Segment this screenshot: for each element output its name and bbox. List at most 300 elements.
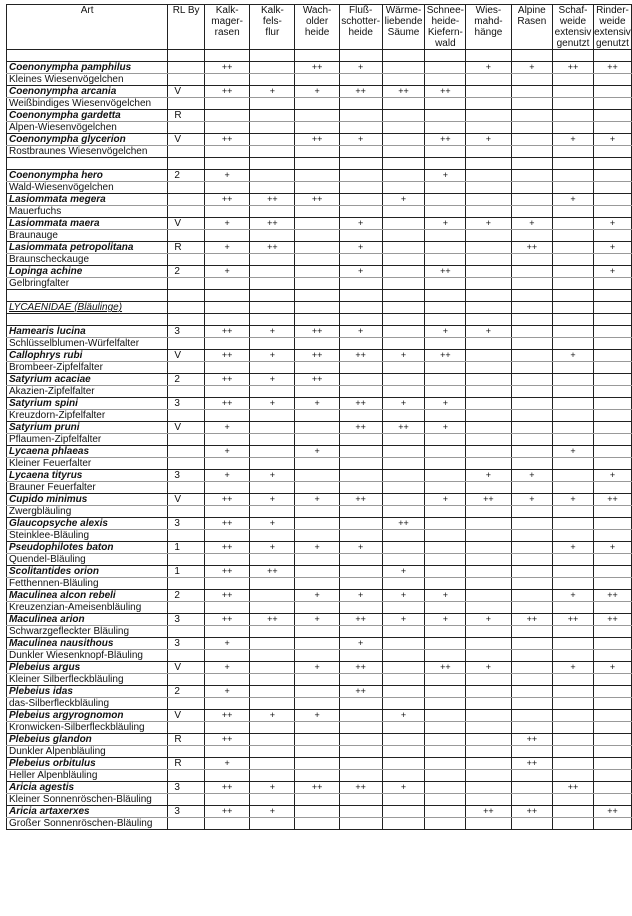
habitat-rating: ++ [466,806,511,818]
column-header-line: wald [435,38,456,49]
habitat-rating: + [339,242,382,254]
empty-cell [250,602,295,614]
habitat-rating: ++ [295,782,339,794]
red-list-status: 3 [168,470,205,482]
empty-cell [466,74,511,86]
red-list-status: R [168,758,205,770]
empty-cell [382,650,425,662]
empty-cell [204,386,249,398]
common-name: Braunauge [7,230,168,242]
habitat-rating: ++ [204,494,249,506]
species-row [7,350,632,362]
habitat-rating [250,266,295,278]
empty-cell [339,746,382,758]
empty-cell [593,230,631,242]
species-row [7,242,632,254]
habitat-rating [466,266,511,278]
habitat-rating: + [382,566,425,578]
empty-cell [204,254,249,266]
empty-cell [466,650,511,662]
empty-cell [250,578,295,590]
habitat-rating [511,398,552,410]
common-name-row [7,458,632,470]
habitat-rating: + [553,590,594,602]
habitat-rating [250,758,295,770]
habitat-rating [511,86,552,98]
habitat-rating [466,782,511,794]
empty-cell [295,98,339,110]
red-list-status: 1 [168,542,205,554]
empty-cell [168,650,205,662]
habitat-rating: + [382,194,425,206]
column-header-line: heide- [431,16,460,27]
empty-cell [250,434,295,446]
empty-cell [204,650,249,662]
common-name: Schlüsselblumen-Würfelfalter [7,338,168,350]
empty-cell [250,674,295,686]
empty-cell [593,314,631,326]
habitat-rating [511,374,552,386]
scientific-name: Plebeius argyrognomon [7,710,168,722]
empty-cell [168,722,205,734]
empty-cell [339,314,382,326]
empty-cell [168,146,205,158]
habitat-rating: + [339,326,382,338]
habitat-rating [382,758,425,770]
common-name: Gelbringfalter [7,278,168,290]
empty-cell [511,578,552,590]
scientific-name: Cupido minimus [7,494,168,506]
empty-cell [250,386,295,398]
empty-cell [382,302,425,314]
habitat-rating: ++ [204,86,249,98]
empty-cell [593,746,631,758]
column-header-art [7,5,168,50]
empty-cell [339,602,382,614]
habitat-rating: ++ [204,326,249,338]
habitat-rating: ++ [339,422,382,434]
habitat-rating: + [553,446,594,458]
empty-cell [204,626,249,638]
column-header-line: Wärme- [385,5,422,16]
empty-cell [168,674,205,686]
empty-cell [204,146,249,158]
empty-cell [593,698,631,710]
empty-cell [425,626,466,638]
empty-cell [593,206,631,218]
empty-cell [511,362,552,374]
empty-cell [168,770,205,782]
empty-cell [553,146,594,158]
column-header-line: schotter- [341,16,381,27]
red-list-status: 3 [168,614,205,626]
column-header-line: flur [265,27,280,38]
habitat-rating: + [339,218,382,230]
empty-cell [382,290,425,302]
species-row [7,542,632,554]
empty-cell [168,206,205,218]
habitat-rating [553,170,594,182]
habitat-rating [339,734,382,746]
common-name: Dunkler Wiesenknopf-Bläuling [7,650,168,662]
common-name: Dunkler Alpenbläuling [7,746,168,758]
habitat-rating: ++ [250,566,295,578]
empty-cell [250,650,295,662]
habitat-rating [466,734,511,746]
empty-cell [425,458,466,470]
empty-cell [382,314,425,326]
empty-cell [593,302,631,314]
empty-cell [339,722,382,734]
common-name-row [7,746,632,758]
empty-cell [295,794,339,806]
common-name-row [7,506,632,518]
empty-cell [295,278,339,290]
red-list-status: R [168,242,205,254]
habitat-rating: ++ [295,350,339,362]
habitat-rating [339,470,382,482]
empty-cell [425,206,466,218]
empty-cell [204,338,249,350]
empty-cell [204,314,249,326]
habitat-rating: + [204,686,249,698]
habitat-rating [339,566,382,578]
scientific-name: Maculinea alcon rebeli [7,590,168,602]
habitat-rating: + [295,86,339,98]
empty-cell [511,230,552,242]
habitat-rating [593,686,631,698]
empty-cell [204,158,249,170]
habitat-rating: + [382,782,425,794]
empty-cell [382,746,425,758]
empty-cell [295,302,339,314]
habitat-table [6,4,632,830]
habitat-rating [250,686,295,698]
empty-cell [511,458,552,470]
empty-cell [250,74,295,86]
empty-cell [425,146,466,158]
column-header-line: Schaf- [558,5,588,16]
empty-cell [425,602,466,614]
empty-cell [553,650,594,662]
habitat-rating [250,170,295,182]
empty-cell [168,158,205,170]
empty-cell [553,434,594,446]
empty-cell [204,362,249,374]
empty-cell [466,578,511,590]
red-list-status: 3 [168,638,205,650]
habitat-rating [425,110,466,122]
habitat-rating [382,134,425,146]
empty-cell [425,290,466,302]
column-header-line: mahd- [474,16,503,27]
empty-cell [168,602,205,614]
column-header-line: Kalk- [215,5,239,16]
common-name-row [7,362,632,374]
empty-cell [466,122,511,134]
habitat-rating [295,110,339,122]
habitat-rating: ++ [204,134,249,146]
empty-cell [593,578,631,590]
empty-cell [382,98,425,110]
empty-cell [168,458,205,470]
empty-cell [295,554,339,566]
red-list-status: 1 [168,566,205,578]
habitat-rating [466,638,511,650]
empty-cell [168,314,205,326]
empty-cell [204,230,249,242]
habitat-rating: ++ [204,590,249,602]
empty-cell [339,278,382,290]
species-row [7,134,632,146]
red-list-status: 3 [168,326,205,338]
empty-cell [593,506,631,518]
empty-cell [204,482,249,494]
habitat-rating: + [425,590,466,602]
empty-cell [7,290,168,302]
empty-cell [511,746,552,758]
red-list-status: 3 [168,782,205,794]
empty-cell [250,302,295,314]
empty-cell [553,74,594,86]
habitat-rating [593,710,631,722]
common-name: Kreuzdorn-Zipfelfalter [7,410,168,422]
empty-cell [553,410,594,422]
empty-cell [593,818,631,830]
habitat-rating: + [339,638,382,650]
empty-cell [466,146,511,158]
habitat-rating [593,86,631,98]
empty-cell [511,386,552,398]
empty-cell [250,530,295,542]
empty-cell [250,506,295,518]
habitat-rating [553,422,594,434]
habitat-rating [339,170,382,182]
empty-cell [425,554,466,566]
habitat-rating [295,218,339,230]
empty-cell [295,146,339,158]
species-row [7,398,632,410]
habitat-rating: ++ [250,242,295,254]
common-name-row [7,722,632,734]
empty-cell [204,410,249,422]
empty-cell [425,578,466,590]
scientific-name: Pseudophilotes baton [7,542,168,554]
common-name-row [7,698,632,710]
habitat-rating: ++ [593,494,631,506]
empty-cell [204,302,249,314]
habitat-rating [593,446,631,458]
empty-cell [466,302,511,314]
habitat-rating: + [593,542,631,554]
red-list-status: V [168,218,205,230]
empty-cell [382,206,425,218]
empty-cell [382,50,425,62]
empty-cell [382,674,425,686]
common-name: Braunscheckauge [7,254,168,266]
column-header-schafweide [553,5,594,50]
habitat-rating: + [466,662,511,674]
habitat-rating [593,566,631,578]
species-row [7,422,632,434]
column-header-kalkfelsflur [250,5,295,50]
habitat-rating [553,686,594,698]
empty-cell [511,554,552,566]
common-name: Kleiner Feuerfalter [7,458,168,470]
habitat-rating [553,110,594,122]
empty-cell [295,602,339,614]
column-header-wacholderheide [295,5,339,50]
empty-cell [382,146,425,158]
column-header-wiesmahdhaenge [466,5,511,50]
habitat-rating [511,566,552,578]
empty-cell [425,410,466,422]
empty-cell [425,386,466,398]
habitat-rating [593,398,631,410]
common-name-row [7,206,632,218]
habitat-rating [593,374,631,386]
habitat-rating [425,638,466,650]
common-name: Wald-Wiesenvögelchen [7,182,168,194]
habitat-rating [593,326,631,338]
empty-cell [295,434,339,446]
empty-cell [511,158,552,170]
habitat-rating [425,566,466,578]
species-row [7,686,632,698]
empty-cell [425,506,466,518]
habitat-rating [425,686,466,698]
scientific-name: Hamearis lucina [7,326,168,338]
blank-row [7,158,632,170]
column-header-line: heide [348,27,373,38]
empty-cell [425,182,466,194]
empty-cell [511,182,552,194]
empty-cell [295,386,339,398]
habitat-rating [553,86,594,98]
empty-cell [593,554,631,566]
habitat-rating: + [250,518,295,530]
column-header-line: Art [80,5,94,16]
habitat-rating [593,518,631,530]
empty-cell [466,746,511,758]
column-header-line: extensiv [594,27,631,38]
column-header-line: heide [304,27,330,38]
family-row [7,302,632,314]
habitat-rating: ++ [204,374,249,386]
red-list-status [168,62,205,74]
column-header-line: Wach- [302,5,332,16]
empty-cell [204,530,249,542]
empty-cell [204,98,249,110]
habitat-rating: + [553,494,594,506]
habitat-rating: ++ [204,614,249,626]
empty-cell [511,602,552,614]
red-list-status: 3 [168,518,205,530]
empty-cell [425,278,466,290]
habitat-rating [425,374,466,386]
species-row [7,566,632,578]
habitat-rating [553,326,594,338]
habitat-rating: ++ [204,398,249,410]
common-name-row [7,278,632,290]
habitat-rating: + [204,446,249,458]
empty-cell [250,482,295,494]
empty-cell [295,50,339,62]
habitat-rating: + [425,326,466,338]
empty-cell [204,506,249,518]
empty-cell [593,458,631,470]
empty-cell [466,362,511,374]
empty-cell [339,434,382,446]
habitat-rating [553,518,594,530]
habitat-rating [250,638,295,650]
common-name-row [7,578,632,590]
scientific-name: Plebeius glandon [7,734,168,746]
habitat-rating: + [250,470,295,482]
column-header-line: rasen [214,27,240,38]
empty-cell [553,746,594,758]
empty-cell [425,674,466,686]
empty-cell [553,626,594,638]
empty-cell [553,770,594,782]
empty-cell [511,674,552,686]
empty-cell [425,770,466,782]
habitat-rating: + [295,446,339,458]
habitat-rating [553,758,594,770]
empty-cell [593,410,631,422]
habitat-rating: + [204,170,249,182]
habitat-rating [425,782,466,794]
habitat-rating [553,710,594,722]
habitat-rating [511,110,552,122]
habitat-rating [425,62,466,74]
common-name-row [7,386,632,398]
red-list-status: V [168,86,205,98]
habitat-rating: + [466,218,511,230]
scientific-name: Maculinea nausithous [7,638,168,650]
empty-cell [511,338,552,350]
habitat-rating: + [339,134,382,146]
empty-cell [204,554,249,566]
empty-cell [382,158,425,170]
common-name: Alpen-Wiesenvögelchen [7,122,168,134]
empty-cell [339,554,382,566]
common-name: Kleiner Silberfleckbläuling [7,674,168,686]
scientific-name: Coenonympha pamphilus [7,62,168,74]
habitat-rating: + [425,218,466,230]
empty-cell [382,530,425,542]
habitat-rating: ++ [425,350,466,362]
empty-cell [7,50,168,62]
empty-cell [466,434,511,446]
habitat-rating [466,398,511,410]
habitat-rating [553,470,594,482]
empty-cell [295,182,339,194]
empty-cell [168,554,205,566]
habitat-rating [593,350,631,362]
common-name: Kronwicken-Silberfleckbläuling [7,722,168,734]
habitat-rating [511,446,552,458]
common-name-row [7,410,632,422]
habitat-rating [466,758,511,770]
empty-cell [425,74,466,86]
column-header-line: liebende [384,16,423,27]
empty-cell [204,434,249,446]
habitat-rating: ++ [204,518,249,530]
habitat-rating [382,266,425,278]
common-name: Weißbindiges Wiesenvögelchen [7,98,168,110]
habitat-rating: + [295,494,339,506]
